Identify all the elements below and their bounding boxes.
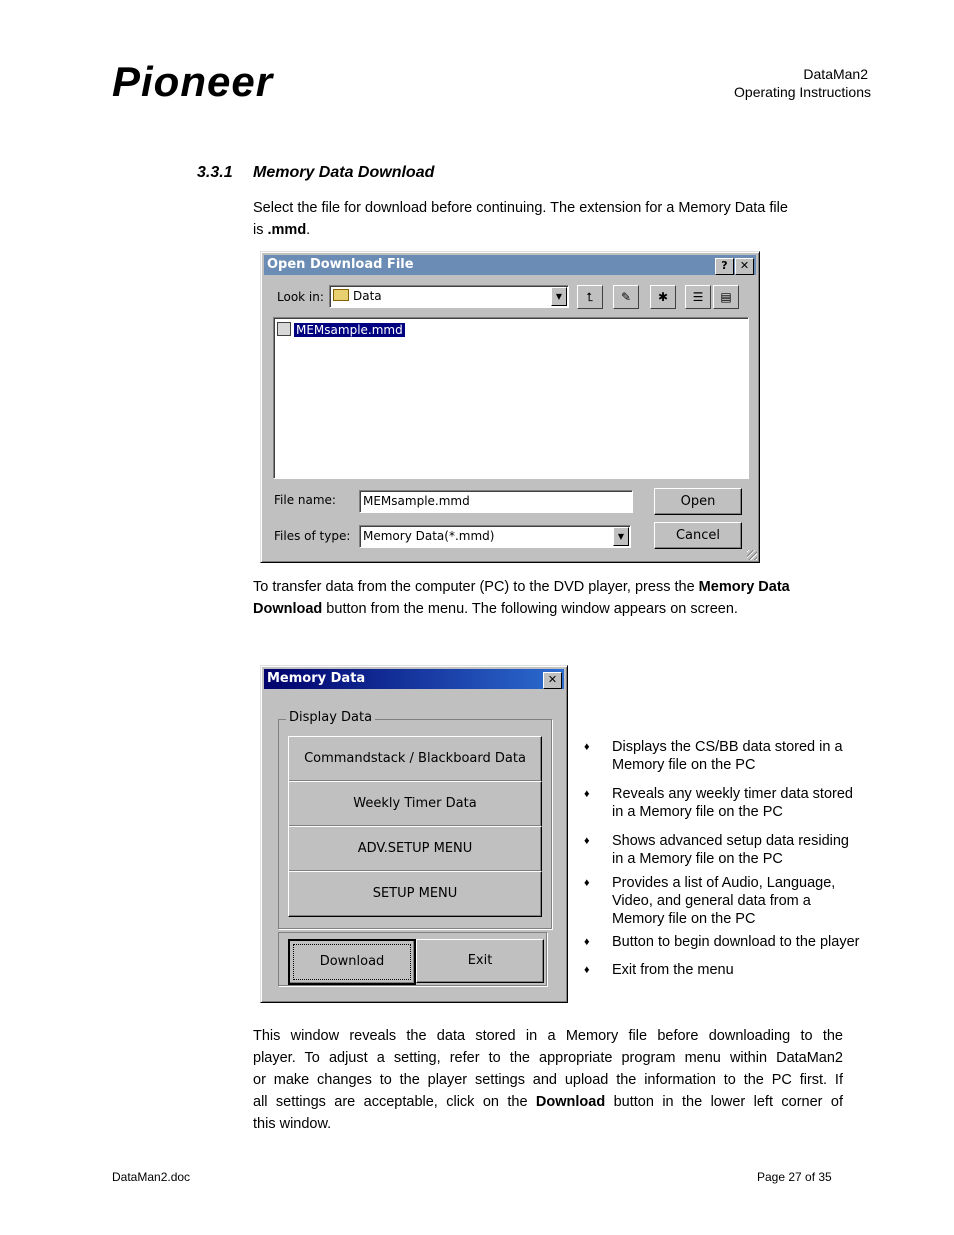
group-label: Display Data: [286, 710, 375, 725]
file-icon: [277, 322, 291, 336]
logo-text: Pioneer: [112, 62, 274, 102]
doc-title: DataMan2: [803, 66, 868, 82]
look-in-label: Look in:: [277, 290, 324, 304]
file-name: MEMsample.mmd: [296, 323, 403, 337]
footer-filename: DataMan2.doc: [112, 1170, 191, 1184]
summary-paragraph: [253, 1025, 843, 1135]
para-line: To transfer data from the computer (PC) to the DVD player, press the Memory Data: [253, 579, 790, 595]
para-line: or make changes to the player settings and upload the information to the PC first. If: [253, 1072, 843, 1088]
bullet-icon: ♦: [584, 835, 590, 847]
para-line: This window reveals the data stored in a Memory file before downloading to the: [253, 1028, 843, 1044]
bullet-icon: ♦: [584, 788, 590, 800]
section-number: 3.3.1: [197, 164, 233, 181]
dialog-title: Memory Data: [267, 671, 366, 686]
list-view-icon[interactable]: ☰: [685, 285, 711, 309]
file-name-label: File name:: [274, 493, 336, 507]
para-line: all settings are acceptable, click on the Download button in the lower left corner of: [253, 1094, 843, 1110]
help-button[interactable]: ?: [715, 258, 734, 275]
close-button[interactable]: ✕: [543, 672, 562, 689]
commandstack-button[interactable]: Commandstack / Blackboard Data: [288, 736, 542, 782]
bullet-icon: ♦: [584, 877, 590, 889]
up-folder-icon[interactable]: ⮤: [577, 285, 603, 309]
dialog-title: Open Download File: [267, 257, 414, 272]
pioneer-logo: [112, 62, 354, 102]
para-line: Download button from the menu. The following window appears on screen.: [253, 601, 738, 617]
extension-text: .mmd: [267, 222, 307, 238]
look-in-select[interactable]: [329, 285, 569, 308]
para-line: this window.: [253, 1116, 332, 1132]
file-name-input[interactable]: MEMsample.mmd: [359, 490, 633, 513]
resize-grip-icon[interactable]: [747, 550, 757, 560]
folder-icon: [333, 289, 349, 301]
list-item[interactable]: [277, 321, 405, 339]
dialog-titlebar: [264, 255, 756, 275]
para-line: is .mmd.: [253, 222, 311, 238]
section-title: Memory Data Download: [253, 164, 435, 181]
weekly-timer-button[interactable]: Weekly Timer Data: [288, 781, 542, 827]
look-in-value: Data: [353, 289, 382, 303]
chevron-down-icon[interactable]: ▼: [551, 287, 567, 306]
bullet-icon: ♦: [584, 964, 590, 976]
setup-menu-button[interactable]: SETUP MENU: [288, 871, 542, 917]
transfer-paragraph: [253, 576, 843, 620]
cancel-button[interactable]: Cancel: [654, 522, 742, 549]
dialog-titlebar: [264, 669, 564, 689]
files-type-value: Memory Data(*.mmd): [363, 529, 495, 543]
download-button[interactable]: Download: [288, 939, 416, 985]
exit-button[interactable]: Exit: [416, 939, 544, 983]
doc-subtitle: Operating Instructions: [734, 84, 871, 100]
open-button[interactable]: Open: [654, 488, 742, 515]
new-folder-icon[interactable]: ✱: [650, 285, 676, 309]
details-view-icon[interactable]: ▤: [713, 285, 739, 309]
para-line: Select the file for download before continuing. The extension for a Memory Data file: [253, 200, 788, 216]
files-of-type-label: Files of type:: [274, 529, 351, 543]
files-of-type-select[interactable]: [359, 525, 631, 548]
intro-paragraph: [253, 197, 843, 241]
chevron-down-icon[interactable]: ▼: [613, 527, 629, 546]
open-download-dialog: [260, 251, 760, 563]
desktop-icon[interactable]: ✎: [613, 285, 639, 309]
close-button[interactable]: ✕: [735, 258, 754, 275]
bullet-icon: ♦: [584, 936, 590, 948]
memory-data-dialog: [260, 665, 568, 1003]
footer-page-number: Page 27 of 35: [757, 1170, 832, 1184]
file-list[interactable]: [273, 317, 749, 479]
para-line: player. To adjust a setting, refer to the appropriate program menu within DataMan2: [253, 1050, 843, 1066]
bullet-icon: ♦: [584, 741, 590, 753]
adv-setup-button[interactable]: ADV.SETUP MENU: [288, 826, 542, 872]
